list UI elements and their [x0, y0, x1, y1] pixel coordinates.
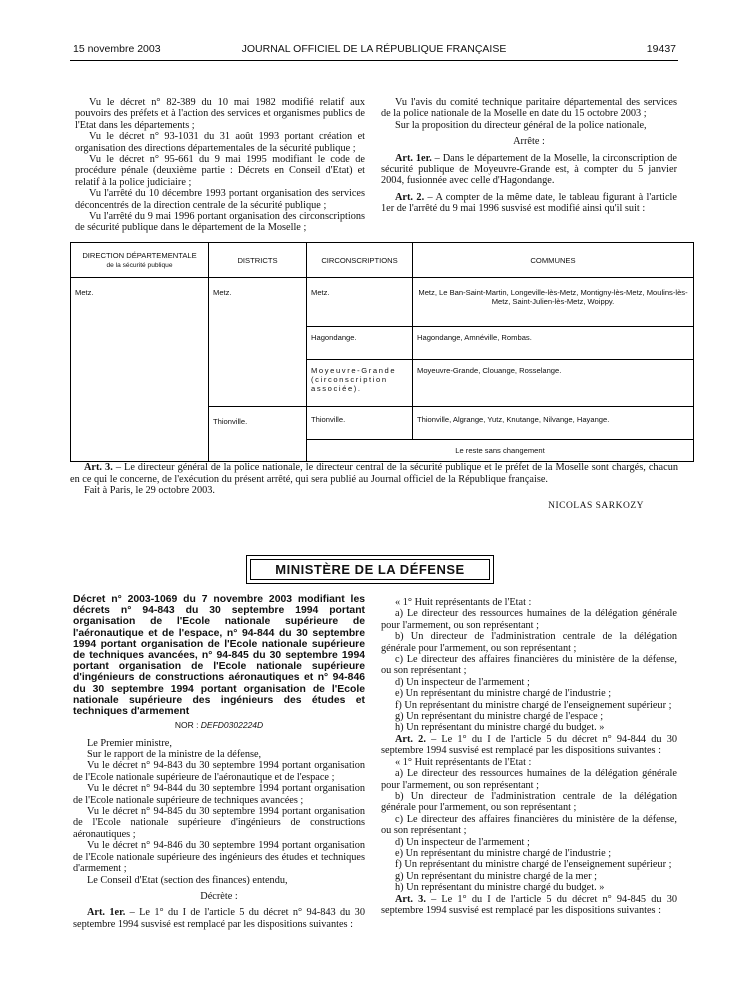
- article-2: [381, 192, 677, 215]
- article-3: [381, 894, 677, 917]
- top-left-column: [75, 97, 365, 234]
- bottom-left-column: [73, 594, 365, 930]
- article-text: – Le 1° du I de l'article 5 du décret n° 94-844 du 30 septembre 1994 susvisé est remplacé par les dispositions suivantes :: [381, 733, 677, 757]
- cell-circonscription: Thionville.: [307, 407, 413, 440]
- article-label: Art. 2.: [395, 191, 425, 203]
- paragraph: Le Premier ministre,: [87, 737, 172, 749]
- nor-reference: [73, 720, 365, 731]
- article-3: [70, 462, 678, 485]
- page-header: [0, 0, 748, 60]
- article-label: Art. 3.: [395, 893, 426, 905]
- paragraph: g) Un représentant du ministre chargé de l'espace ;: [395, 711, 604, 723]
- paragraph: Vu le décret n° 94-845 du 30 septembre 1994 portant organisation de l'Ecole nationale supérieure d'ingénieurs de constructions aéronautiques ;: [73, 806, 365, 840]
- paragraph: h) Un représentant du ministre chargé du budget. »: [395, 722, 605, 734]
- paragraph: Sur la proposition du directeur général de la police nationale,: [395, 119, 647, 131]
- bottom-right-column: [381, 597, 677, 916]
- paragraph: Vu l'arrêté du 9 mai 1996 portant organisation des circonscriptions de sécurité publique dans le département de la Moselle ;: [75, 211, 365, 234]
- article-text: – Le 1° du I de l'article 5 du décret n° 94-845 du 30 septembre 1994 susvisé est remplacé par les dispositions suivantes :: [381, 893, 677, 916]
- paragraph: e) Un représentant du ministre chargé de l'industrie ;: [395, 847, 612, 859]
- article-text: – A compter de la même date, le tableau figurant à l'article 1er de l'arrêté du 9 mai 1996 susvisé est modifié ainsi qu'il suit :: [381, 191, 677, 215]
- cell-circonscription: Moyeuvre-Grande (circonscription associée).: [307, 360, 413, 407]
- paragraph: « 1° Huit représentants de l'Etat :: [395, 756, 532, 768]
- article-text: – Le 1° du I de l'article 5 du décret n° 94-843 du 30 septembre 1994 susvisé est remplacé par les dispositions suivantes :: [73, 907, 365, 930]
- cell-circonscription: Metz.: [307, 278, 413, 327]
- article-text: – Le directeur général de la police nationale, le directeur central de la sécurité publique et le préfet de la Moselle sont chargés, chacun en ce qui le concerne, de l'exécution du présent arrêté, qui sera publié au Journal officiel de la République française.: [70, 462, 678, 485]
- cell-circonscription: Hagondange.: [307, 327, 413, 360]
- paragraph: b) Un directeur de l'administration centrale de la délégation générale pour l'armement, ou son représentant ;: [381, 790, 677, 814]
- header-direction: [71, 243, 209, 278]
- header-journal-title: JOURNAL OFFICIEL DE LA RÉPUBLIQUE FRANÇAISE: [241, 43, 507, 55]
- paragraph: c) Le directeur des affaires financières du ministère de la défense, ou son représentant ;: [381, 813, 677, 837]
- arrete-heading: Arrête :: [513, 136, 545, 148]
- article-label: Art. 2.: [395, 733, 426, 745]
- paragraph: Vu le décret n° 95-661 du 9 mai 1995 modifiant le code de procédure pénale (deuxième partie : Décrets en Conseil d'Etat) et relatif à la police judiciaire ;: [75, 154, 365, 188]
- article-label: Art. 3.: [84, 462, 113, 473]
- header-circonscriptions: CIRCONSCRIPTIONS: [307, 243, 413, 278]
- paragraph: a) Le directeur des ressources humaines de la délégation générale pour l'armement, ou son représentant ;: [381, 768, 677, 791]
- paragraph: Sur le rapport de la ministre de la défense,: [87, 749, 262, 761]
- paragraph: b) Un directeur de l'administration centrale de la délégation générale pour l'armement, ou son représentant ;: [381, 631, 677, 654]
- header-districts: DISTRICTS: [209, 243, 307, 278]
- cell-footer: Le reste sans changement: [307, 440, 694, 462]
- header-date: 15 novembre 2003: [73, 43, 161, 55]
- header-direction-line1: DIRECTION DÉPARTEMENTALE: [82, 251, 197, 260]
- header-rule: [70, 60, 678, 61]
- paragraph: Vu l'avis du comité technique paritaire départemental des services de la police nationale de la Moselle en date du 15 octobre 2003 ;: [381, 97, 677, 120]
- signature: NICOLAS SARKOZY: [548, 501, 644, 511]
- header-page-number: 19437: [646, 43, 676, 55]
- table-header-row: [71, 243, 694, 278]
- cell-direction: Metz.: [71, 278, 209, 462]
- paragraph: a) Le directeur des ressources humaines de la délégation générale pour l'armement, ou son représentant ;: [381, 608, 677, 631]
- paragraph: « 1° Huit représentants de l'Etat :: [395, 597, 532, 608]
- paragraph: f) Un représentant du ministre chargé de l'enseignement supérieur ;: [395, 859, 672, 871]
- ministry-title: MINISTÈRE DE LA DÉFENSE: [250, 559, 490, 580]
- paragraph: Vu l'arrêté du 10 décembre 1993 portant organisation des services déconcentrés de la direction centrale de la sécurité publique ;: [75, 188, 365, 211]
- article-label: Art. 1er.: [87, 907, 126, 919]
- article-text: – Dans le département de la Moselle, la circonscription de sécurité publique de Moyeuvre-Grande est, à compter du 5 janvier 2004, fusionnée avec celle d'Hagondange.: [381, 152, 677, 187]
- paragraph: Vu le décret n° 94-846 du 30 septembre 1994 portant organisation de l'Ecole nationale supérieure des ingénieurs des études et techniques d'armement ;: [73, 840, 365, 875]
- paragraph: Vu le décret n° 82-389 du 10 mai 1982 modifié relatif aux pouvoirs des préfets et à l'action des services et organismes publics de l'Etat dans les départements ;: [75, 97, 365, 131]
- paragraph: c) Le directeur des affaires financières du ministère de la défense, ou son représentant ;: [381, 654, 677, 677]
- paragraph: g) Un représentant du ministre chargé de la mer ;: [395, 870, 597, 882]
- place-date: Fait à Paris, le 29 octobre 2003.: [84, 485, 215, 497]
- table-row: [71, 278, 694, 327]
- ministry-banner: [246, 555, 494, 584]
- nor-code: DEFD0302224D: [200, 720, 264, 731]
- header-communes: COMMUNES: [413, 243, 694, 278]
- cell-district: Metz.: [209, 278, 307, 407]
- circonscriptions-table: [70, 242, 694, 462]
- cell-communes: Thionville, Algrange, Yutz, Knutange, Nilvange, Hayange.: [413, 407, 694, 440]
- paragraph: d) Un inspecteur de l'armement ;: [395, 836, 530, 848]
- top-right-column: [381, 97, 677, 215]
- paragraph: Vu le décret n° 94-844 du 30 septembre 1994 portant organisation de l'Ecole nationale supérieure de techniques avancées ;: [73, 783, 365, 806]
- cell-district: Thionville.: [209, 407, 307, 462]
- article-2: [381, 734, 677, 757]
- article-label: Art. 1er.: [395, 152, 432, 164]
- cell-communes: Metz, Le Ban-Saint-Martin, Longeville-lès-Metz, Montigny-lès-Metz, Moulins-lès-Metz, Saint-Julien-lès-Metz, Woippy.: [413, 278, 694, 327]
- cell-communes: Moyeuvre-Grande, Clouange, Rosselange.: [413, 360, 694, 407]
- paragraph: d) Un inspecteur de l'armement ;: [395, 676, 530, 688]
- decree-title: Décret n° 2003-1069 du 7 novembre 2003 modifiant les décrets n° 94-843 du 30 septembre 1994 portant organisation de l'Ecole nationale supérieure de l'aéronautique et de l'espace, n° 94-844 du 30 septembre 1994 portant organisation de l'Ecole nationale supérieure de techniques avancées, n° 94-845 du 30 septembre 1994 portant organisation de l'Ecole nationale supérieure d'ingénieurs de constructions aéronautiques et n° 94-846 du 30 septembre 1994 portant organisation de l'Ecole nationale supérieure des ingénieurs des études et techniques d'armement: [73, 594, 365, 718]
- article-1: [73, 907, 365, 930]
- paragraph: f) Un représentant du ministre chargé de l'enseignement supérieur ;: [395, 699, 672, 711]
- nor-label: NOR :: [174, 720, 201, 731]
- paragraph: e) Un représentant du ministre chargé de l'industrie ;: [395, 688, 612, 700]
- paragraph: Vu le décret n° 93-1031 du 31 août 1993 portant création et organisation des directions départementales de la sécurité publique ;: [75, 131, 365, 154]
- paragraph: h) Un représentant du ministre chargé du budget. »: [395, 882, 605, 894]
- cell-communes: Hagondange, Amnéville, Rombas.: [413, 327, 694, 360]
- article-1: [381, 153, 677, 187]
- header-direction-line2: de la sécurité publique: [106, 262, 173, 269]
- decrete-heading: Décrète :: [200, 890, 238, 902]
- paragraph: Le Conseil d'Etat (section des finances) entendu,: [87, 874, 288, 886]
- paragraph: Vu le décret n° 94-843 du 30 septembre 1994 portant organisation de l'Ecole nationale supérieure de l'aéronautique et de l'espace ;: [73, 760, 365, 783]
- article-3-block: [70, 462, 678, 497]
